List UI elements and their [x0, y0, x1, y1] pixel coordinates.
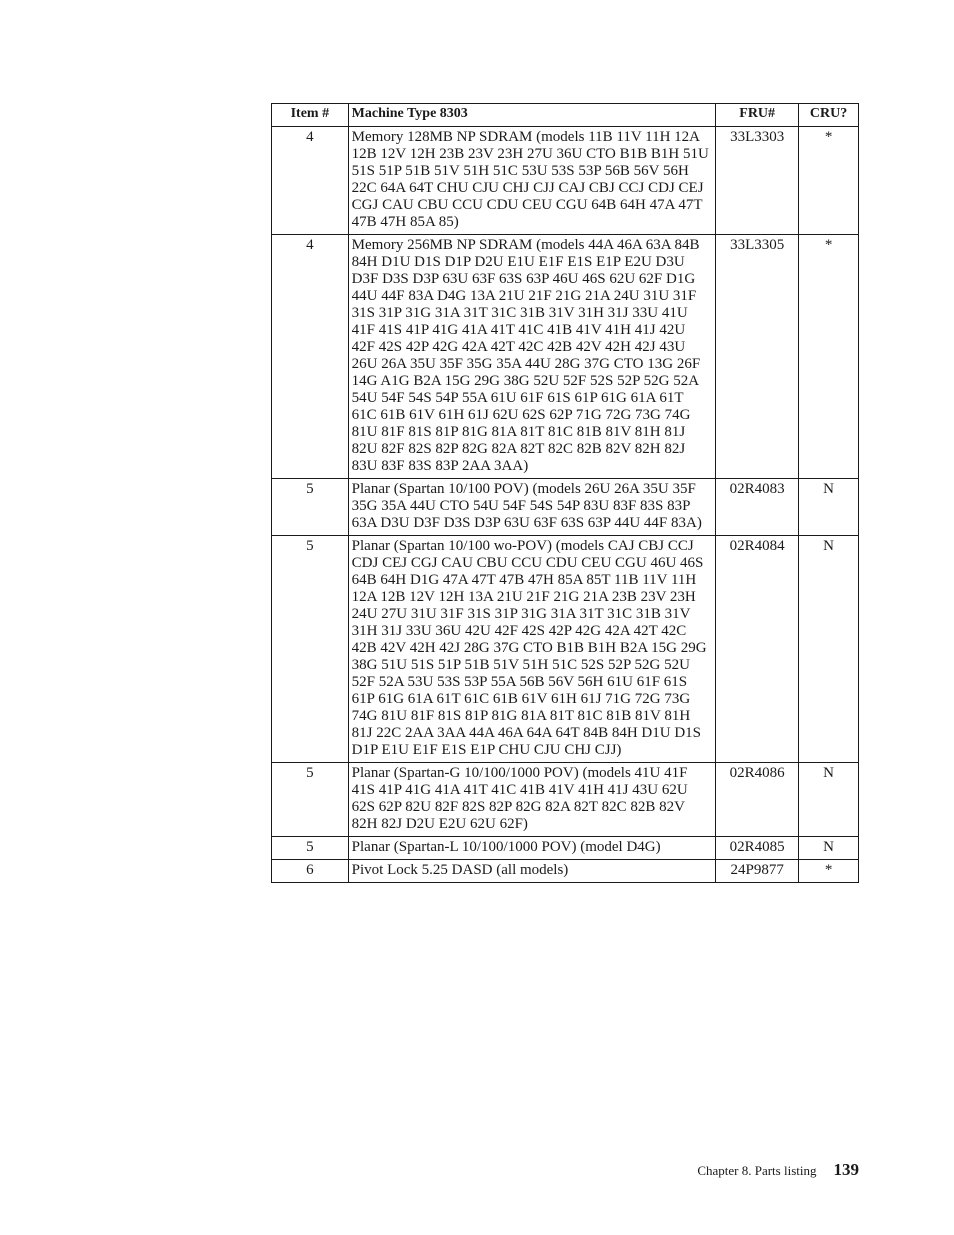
cell-description: Memory 128MB NP SDRAM (models 11B 11V 11H 12A 12B 12V 12H 23B 23V 23H 27U 36U CTO B1B B1H 51U 51S 51P 51B 51V 51H 51C 53U 53S 53P 56B 56V 56H 22C 64A 64T CHU CJU CHJ CJJ CAJ CBJ CCJ CDJ CEJ CGJ CAU CBU CCU CDU CEU CGU 64B 64H 47A 47T 47B 47H 85A 85) [348, 127, 716, 235]
header-item-number: Item # [272, 104, 349, 127]
cell-description: Planar (Spartan 10/100 wo-POV) (models CAJ CBJ CCJ CDJ CEJ CGJ CAU CBU CCU CDU CEU CGU 46U 46S 64B 64H D1G 47A 47T 47B 47H 85A 85T 11B 11V 11H 12A 12B 12V 12H 13A 21U 21F 21G 21A 23B 23V 23H 24U 27U 31U 31F 31S 31P 31G 31A 31T 31C 31B 31V 31H 31J 33U 36U 42U 42F 42S 42P 42G 42A 42T 42C 42B 42V 42H 42J 28G 37G CTO B1B B1H B2A 15G 29G 38G 51U 51S 51P 51B 51V 51H 51C 52S 52P 52G 52U 52F 52A 53U 53S 53P 55A 56B 56V 56H 61U 61F 61S 61P 61G 61A 61T 61C 61B 61V 61H 61J 71G 72G 73G 74G 81U 81F 81S 81P 81G 81A 81T 81C 81B 81V 81H 81J 22C 2AA 3AA 44A 46A 64A 64T 84B 84H D1U D1S D1P E1U E1F E1S E1P CHU CJU CHJ CJJ) [348, 536, 716, 763]
cell-cru: N [799, 837, 859, 860]
table-row [272, 536, 859, 763]
cell-item-number: 5 [272, 763, 349, 837]
cell-description: Planar (Spartan 10/100 POV) (models 26U 26A 35U 35F 35G 35A 44U CTO 54U 54F 54S 54P 83U 83F 83S 83P 63A D3U D3F D3S D3P 63U 63F 63S 63P 44U 44F 83A) [348, 479, 716, 536]
header-cru: CRU? [799, 104, 859, 127]
cell-item-number: 5 [272, 479, 349, 536]
header-fru: FRU# [716, 104, 799, 127]
page-footer [697, 1160, 859, 1180]
cell-description: Planar (Spartan-G 10/100/1000 POV) (models 41U 41F 41S 41P 41G 41A 41T 41C 41B 41V 41H 41J 43U 62U 62S 62P 82U 82F 82S 82P 82G 82A 82T 82C 82B 82V 82H 82J D2U E2U 62U 62F) [348, 763, 716, 837]
cell-cru: N [799, 479, 859, 536]
cell-description: Memory 256MB NP SDRAM (models 44A 46A 63A 84B 84H D1U D1S D1P D2U E1U E1F E1S E1P E2U D3U D3F D3S D3P 63U 63F 63S 63P 46U 46S 62U 62F D1G 44U 44F 83A D4G 13A 21U 21F 21G 21A 24U 31U 31F 31S 31P 31G 31A 31T 31C 31B 31V 31H 31J 33U 41U 41F 41S 41P 41G 41A 41T 41C 41B 41V 41H 41J 42U 42F 42S 42P 42G 42A 42T 42C 42B 42V 42H 42J 43U 26U 26A 35U 35F 35G 35A 44U 28G 37G CTO 13G 26F 14G A1G B2A 15G 29G 38G 52U 52F 52S 52P 52G 52A 54U 54F 54S 54P 55A 61U 61F 61S 61P 61G 61A 61T 61C 61B 61V 61H 61J 62U 62S 62P 71G 72G 73G 74G 81U 81F 81S 81P 81G 81A 81T 81C 81B 81V 81H 81J 82U 82F 82S 82P 82G 82A 82T 82C 82B 82V 82H 82J 83U 83F 83S 83P 2AA 3AA) [348, 235, 716, 479]
cell-item-number: 4 [272, 235, 349, 479]
cell-item-number: 4 [272, 127, 349, 235]
cell-fru: 02R4085 [716, 837, 799, 860]
cell-description: Planar (Spartan-L 10/100/1000 POV) (model D4G) [348, 837, 716, 860]
footer-page-number: 139 [833, 1160, 859, 1179]
table-row [272, 127, 859, 235]
cell-item-number: 5 [272, 536, 349, 763]
table-header-row [272, 104, 859, 127]
cell-item-number: 5 [272, 837, 349, 860]
cell-fru: 02R4086 [716, 763, 799, 837]
footer-chapter-title: Chapter 8. Parts listing [697, 1163, 817, 1178]
table-row [272, 763, 859, 837]
cell-fru: 02R4083 [716, 479, 799, 536]
table-row [272, 479, 859, 536]
cell-cru: * [799, 860, 859, 883]
cell-fru: 33L3303 [716, 127, 799, 235]
cell-item-number: 6 [272, 860, 349, 883]
table-row [272, 860, 859, 883]
cell-cru: * [799, 127, 859, 235]
table-row [272, 235, 859, 479]
cell-cru: N [799, 536, 859, 763]
cell-fru: 24P9877 [716, 860, 799, 883]
table-row [272, 837, 859, 860]
cell-fru: 02R4084 [716, 536, 799, 763]
cell-cru: N [799, 763, 859, 837]
header-machine-type: Machine Type 8303 [348, 104, 716, 127]
cell-fru: 33L3305 [716, 235, 799, 479]
parts-table [271, 103, 859, 883]
cell-cru: * [799, 235, 859, 479]
cell-description: Pivot Lock 5.25 DASD (all models) [348, 860, 716, 883]
